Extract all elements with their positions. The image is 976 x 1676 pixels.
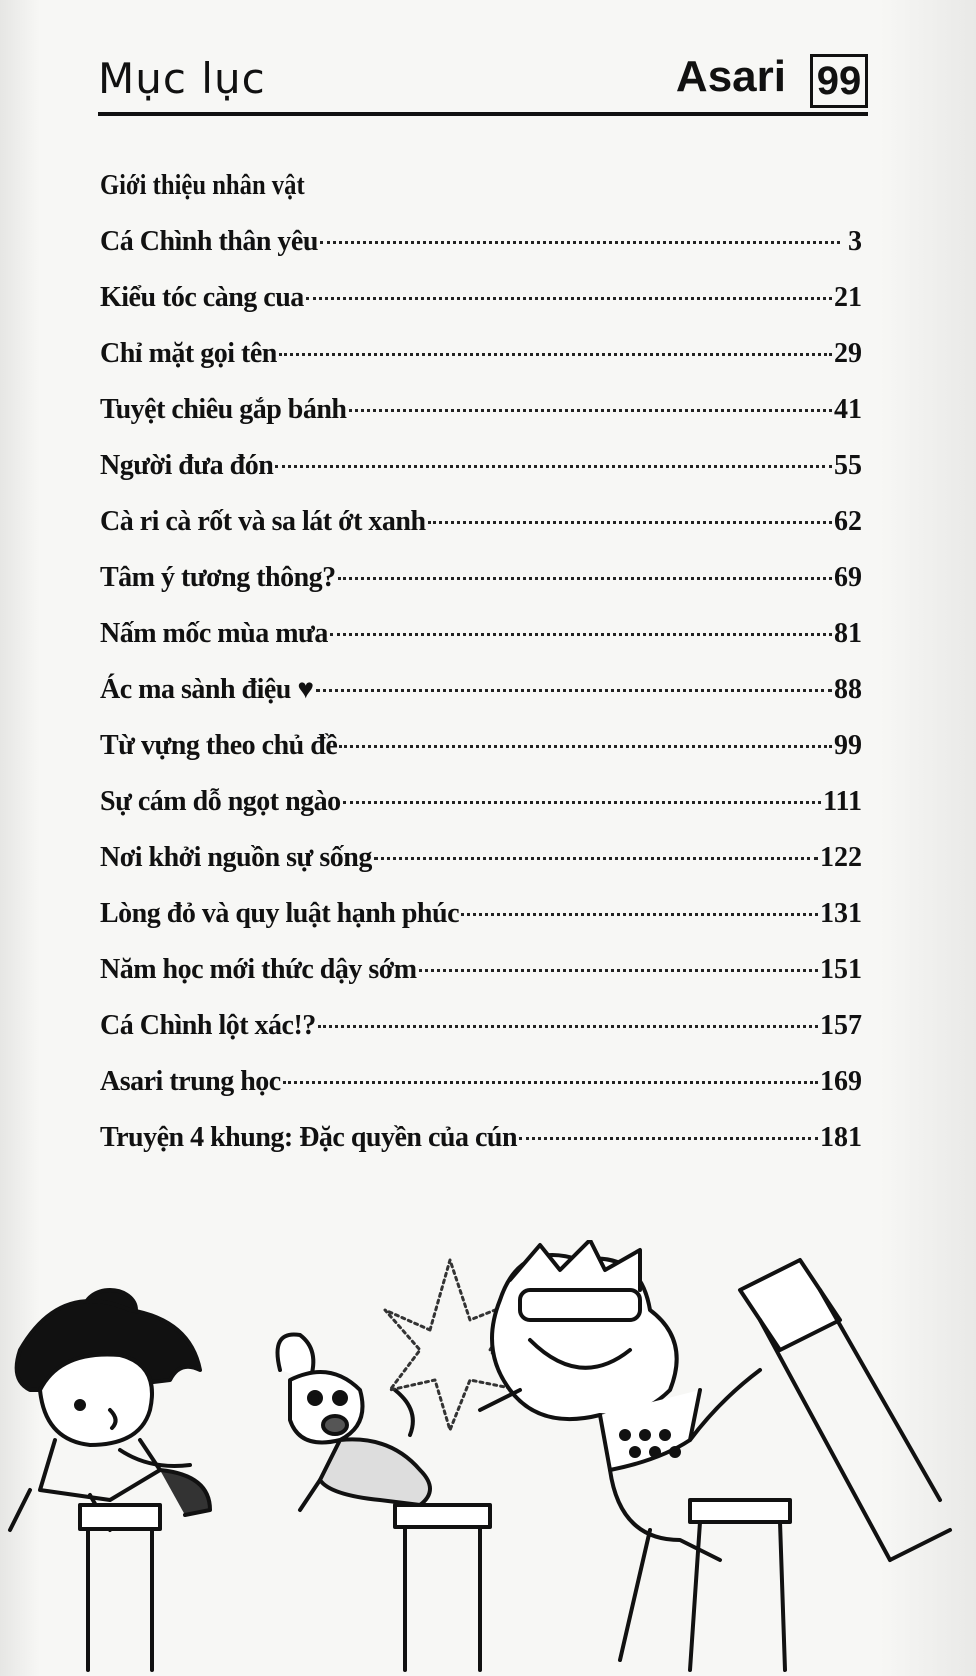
toc-entry — [100, 942, 862, 998]
toc-entry-title: Từ vựng theo chủ đề — [100, 730, 338, 761]
toc-entry-page-number: 157 — [820, 1010, 862, 1041]
toc-entry-page-number: 181 — [820, 1122, 862, 1153]
toc-entry — [100, 550, 862, 606]
dog-character-icon — [278, 1334, 441, 1525]
toc-entry-title: Truyện 4 khung: Đặc quyền của cún — [100, 1122, 518, 1153]
toc-entry-title: Chỉ mặt gọi tên — [100, 338, 277, 369]
toc-entry-page-number: 3 — [848, 226, 862, 257]
toc-dot-leader — [318, 1025, 818, 1028]
toc-dot-leader — [374, 857, 818, 860]
toc-dot-leader — [461, 913, 818, 916]
toc-dot-leader — [316, 689, 833, 692]
toc-entry — [100, 438, 862, 494]
toc-entry-title: Người đưa đón — [100, 450, 274, 481]
girl-character-icon — [10, 1290, 210, 1530]
toc-entry-page-number: 131 — [820, 898, 862, 929]
toc-entry-title: Tâm ý tương thông? — [100, 562, 336, 593]
manga-hurdle-race-illustration — [0, 1240, 976, 1676]
hurdle-icon — [690, 1500, 790, 1670]
toc-entry — [100, 326, 862, 382]
toc-entry-page-number: 41 — [834, 394, 862, 425]
toc-entry-page-number: 122 — [820, 842, 862, 873]
toc-entry — [100, 886, 862, 942]
page-header — [98, 52, 868, 114]
toc-entry-title: Lòng đỏ và quy luật hạnh phúc — [100, 898, 460, 929]
toc-entry-title: Cá Chình thân yêu — [100, 226, 318, 257]
toc-dot-leader — [306, 297, 832, 300]
toc-entry — [100, 774, 862, 830]
toc-entry-page-number: 169 — [820, 1066, 862, 1097]
volume-number-box: 99 — [810, 54, 868, 108]
toc-dot-leader — [343, 801, 821, 804]
toc-entry-title: Sự cám dỗ ngọt ngào — [100, 786, 341, 817]
boy-character-icon — [480, 1240, 760, 1660]
table-of-contents — [100, 158, 862, 1166]
toc-entry — [100, 718, 862, 774]
toc-entry-title: Năm học mới thức dậy sớm — [100, 954, 417, 985]
toc-dot-leader — [338, 577, 832, 580]
header-divider — [98, 112, 868, 116]
series-name: Asari — [675, 52, 786, 101]
toc-entry-title: Ác ma sành điệu ♥ — [100, 674, 314, 705]
toc-entry-title: Nơi khởi nguồn sự sống — [100, 842, 372, 873]
toc-entry — [100, 662, 862, 718]
toc-entry-title: Nấm mốc mùa mưa — [100, 618, 328, 649]
toc-entry — [100, 830, 862, 886]
toc-entry-page-number: 55 — [834, 450, 862, 481]
toc-entry-page-number: 99 — [834, 730, 862, 761]
toc-dot-leader — [428, 521, 832, 524]
toc-entry-page-number: 151 — [820, 954, 862, 985]
toc-dot-leader — [339, 745, 832, 748]
page-title: Mục lục — [98, 54, 266, 103]
toc-entry-title: Cà ri cà rốt và sa lát ớt xanh — [100, 506, 426, 537]
toc-entry-page-number: 81 — [834, 618, 862, 649]
toc-entry-title: Kiểu tóc càng cua — [100, 282, 304, 313]
toc-entry-page-number: 88 — [834, 674, 862, 705]
toc-dot-leader — [320, 241, 840, 244]
hurdle-icon — [80, 1505, 160, 1670]
toc-entry — [100, 1110, 862, 1166]
toc-entry-page-number: 29 — [834, 338, 862, 369]
toc-entry-page-number: 62 — [834, 506, 862, 537]
toc-entry-list — [100, 214, 862, 1166]
toc-entry-title: Asari trung học — [100, 1066, 281, 1097]
toc-entry — [100, 494, 862, 550]
toc-entry-page-number: 21 — [834, 282, 862, 313]
toc-intro-heading: Giới thiệu nhân vật — [100, 170, 305, 201]
toc-entry — [100, 214, 862, 270]
toc-entry — [100, 998, 862, 1054]
toc-dot-leader — [283, 1081, 818, 1084]
toc-entry-page-number: 69 — [834, 562, 862, 593]
toc-entry-page-number: 111 — [823, 786, 862, 817]
toc-entry-title: Tuyệt chiêu gắp bánh — [100, 394, 347, 425]
toc-dot-leader — [330, 633, 832, 636]
toc-entry — [100, 606, 862, 662]
toc-dot-leader — [419, 969, 818, 972]
toc-entry — [100, 270, 862, 326]
toc-entry — [100, 382, 862, 438]
toc-dot-leader — [519, 1137, 818, 1140]
hurdle-icon — [395, 1505, 490, 1670]
toc-dot-leader — [349, 409, 833, 412]
toc-entry-title: Cá Chình lột xác!? — [100, 1010, 316, 1041]
toc-dot-leader — [279, 353, 832, 356]
toc-dot-leader — [275, 465, 832, 468]
toc-entry — [100, 1054, 862, 1110]
